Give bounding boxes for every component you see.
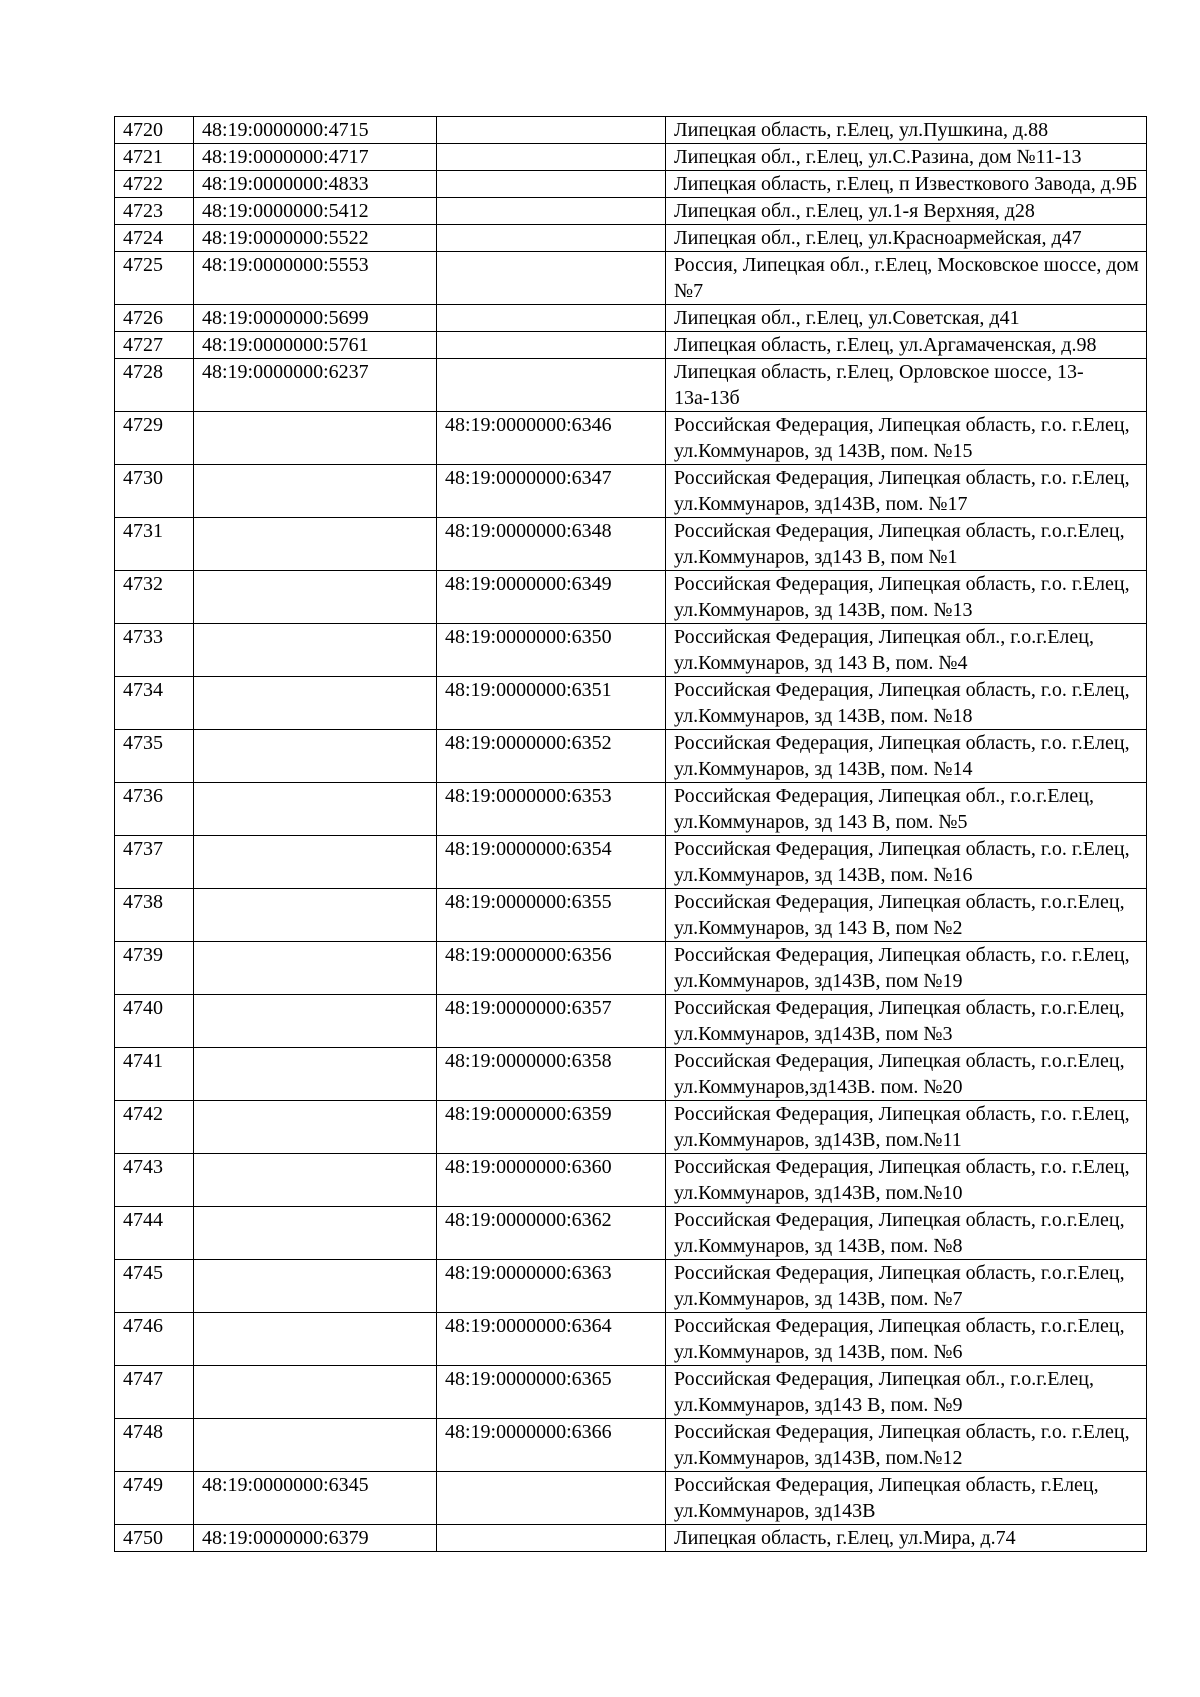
table-row xyxy=(115,730,1147,783)
row-number-cell: 4742 xyxy=(115,1101,194,1154)
linked-cadastral-number-cell xyxy=(437,332,666,359)
row-number-cell: 4721 xyxy=(115,144,194,171)
document-page xyxy=(114,116,1146,1552)
cadastral-number-cell xyxy=(194,677,437,730)
table-row xyxy=(115,1366,1147,1419)
cadastral-number-cell: 48:19:0000000:5553 xyxy=(194,252,437,305)
linked-cadastral-number-cell: 48:19:0000000:6366 xyxy=(437,1419,666,1472)
table-row xyxy=(115,198,1147,225)
table-row xyxy=(115,1260,1147,1313)
table-row xyxy=(115,144,1147,171)
table-row xyxy=(115,412,1147,465)
table-row xyxy=(115,1048,1147,1101)
address-cell: Россия, Липецкая обл., г.Елец, Московское шоссе, дом №7 xyxy=(666,252,1147,305)
cadastral-number-cell: 48:19:0000000:4833 xyxy=(194,171,437,198)
table-row xyxy=(115,305,1147,332)
row-number-cell: 4731 xyxy=(115,518,194,571)
row-number-cell: 4738 xyxy=(115,889,194,942)
table-row xyxy=(115,942,1147,995)
table-row xyxy=(115,836,1147,889)
table-row xyxy=(115,117,1147,144)
address-cell: Липецкая обл., г.Елец, ул.1-я Верхняя, д28 xyxy=(666,198,1147,225)
row-number-cell: 4734 xyxy=(115,677,194,730)
linked-cadastral-number-cell: 48:19:0000000:6355 xyxy=(437,889,666,942)
linked-cadastral-number-cell: 48:19:0000000:6363 xyxy=(437,1260,666,1313)
cadastral-number-cell: 48:19:0000000:6379 xyxy=(194,1525,437,1552)
linked-cadastral-number-cell: 48:19:0000000:6362 xyxy=(437,1207,666,1260)
row-number-cell: 4730 xyxy=(115,465,194,518)
address-cell: Российская Федерация, Липецкая область, г.о. г.Елец, ул.Коммунаров, зд143В, пом. №17 xyxy=(666,465,1147,518)
address-cell: Липецкая обл., г.Елец, ул.Советская, д41 xyxy=(666,305,1147,332)
table-row xyxy=(115,359,1147,412)
linked-cadastral-number-cell xyxy=(437,198,666,225)
address-cell: Российская Федерация, Липецкая область, г.о. г.Елец, ул.Коммунаров, зд143В, пом.№12 xyxy=(666,1419,1147,1472)
row-number-cell: 4727 xyxy=(115,332,194,359)
table-row xyxy=(115,1472,1147,1525)
address-cell: Российская Федерация, Липецкая обл., г.о.г.Елец, ул.Коммунаров, зд 143 В, пом. №4 xyxy=(666,624,1147,677)
cadastral-number-cell xyxy=(194,995,437,1048)
table-row xyxy=(115,1419,1147,1472)
table-row xyxy=(115,225,1147,252)
cadastral-number-cell xyxy=(194,571,437,624)
table-row xyxy=(115,332,1147,359)
table-row xyxy=(115,783,1147,836)
table-row xyxy=(115,1525,1147,1552)
table-row xyxy=(115,171,1147,198)
cadastral-number-cell: 48:19:0000000:4715 xyxy=(194,117,437,144)
address-cell: Российская Федерация, Липецкая область, г.о. г.Елец, ул.Коммунаров, зд143В, пом.№11 xyxy=(666,1101,1147,1154)
row-number-cell: 4744 xyxy=(115,1207,194,1260)
cadastral-number-cell: 48:19:0000000:4717 xyxy=(194,144,437,171)
cadastral-number-cell xyxy=(194,730,437,783)
linked-cadastral-number-cell: 48:19:0000000:6365 xyxy=(437,1366,666,1419)
cadastral-number-cell xyxy=(194,1313,437,1366)
linked-cadastral-number-cell: 48:19:0000000:6360 xyxy=(437,1154,666,1207)
linked-cadastral-number-cell: 48:19:0000000:6356 xyxy=(437,942,666,995)
address-cell: Российская Федерация, Липецкая область, г.о. г.Елец, ул.Коммунаров, зд 143В, пом. №16 xyxy=(666,836,1147,889)
cadastral-number-cell xyxy=(194,889,437,942)
linked-cadastral-number-cell: 48:19:0000000:6349 xyxy=(437,571,666,624)
cadastral-table xyxy=(114,116,1147,1552)
row-number-cell: 4729 xyxy=(115,412,194,465)
address-cell: Российская Федерация, Липецкая обл., г.о.г.Елец, ул.Коммунаров, зд 143 В, пом. №5 xyxy=(666,783,1147,836)
table-row xyxy=(115,518,1147,571)
address-cell: Российская Федерация, Липецкая область, г.о. г.Елец, ул.Коммунаров, зд 143В, пом. №13 xyxy=(666,571,1147,624)
cadastral-number-cell xyxy=(194,465,437,518)
row-number-cell: 4745 xyxy=(115,1260,194,1313)
linked-cadastral-number-cell: 48:19:0000000:6351 xyxy=(437,677,666,730)
address-cell: Российская Федерация, Липецкая область, г.о. г.Елец, ул.Коммунаров, зд143В, пом №19 xyxy=(666,942,1147,995)
linked-cadastral-number-cell: 48:19:0000000:6348 xyxy=(437,518,666,571)
row-number-cell: 4746 xyxy=(115,1313,194,1366)
row-number-cell: 4748 xyxy=(115,1419,194,1472)
cadastral-number-cell: 48:19:0000000:5522 xyxy=(194,225,437,252)
cadastral-number-cell xyxy=(194,1048,437,1101)
cadastral-number-cell xyxy=(194,1101,437,1154)
linked-cadastral-number-cell: 48:19:0000000:6357 xyxy=(437,995,666,1048)
cadastral-number-cell: 48:19:0000000:5699 xyxy=(194,305,437,332)
table-row xyxy=(115,624,1147,677)
address-cell: Липецкая область, г.Елец, Орловское шоссе, 13-13а-13б xyxy=(666,359,1147,412)
table-row xyxy=(115,465,1147,518)
address-cell: Российская Федерация, Липецкая область, г.о.г.Елец, ул.Коммунаров, зд 143В, пом. №8 xyxy=(666,1207,1147,1260)
table-row xyxy=(115,889,1147,942)
address-cell: Российская Федерация, Липецкая область, г.о. г.Елец, ул.Коммунаров, зд 143В, пом. №15 xyxy=(666,412,1147,465)
cadastral-number-cell xyxy=(194,942,437,995)
linked-cadastral-number-cell xyxy=(437,305,666,332)
linked-cadastral-number-cell xyxy=(437,144,666,171)
address-cell: Российская Федерация, Липецкая область, г.о.г.Елец, ул.Коммунаров, зд 143В, пом. №6 xyxy=(666,1313,1147,1366)
cadastral-number-cell xyxy=(194,412,437,465)
row-number-cell: 4726 xyxy=(115,305,194,332)
cadastral-number-cell: 48:19:0000000:6237 xyxy=(194,359,437,412)
address-cell: Российская Федерация, Липецкая обл., г.о.г.Елец, ул.Коммунаров, зд143 В, пом. №9 xyxy=(666,1366,1147,1419)
cadastral-number-cell xyxy=(194,1207,437,1260)
cadastral-number-cell xyxy=(194,1366,437,1419)
linked-cadastral-number-cell: 48:19:0000000:6350 xyxy=(437,624,666,677)
row-number-cell: 4737 xyxy=(115,836,194,889)
cadastral-number-cell: 48:19:0000000:5761 xyxy=(194,332,437,359)
linked-cadastral-number-cell: 48:19:0000000:6358 xyxy=(437,1048,666,1101)
cadastral-number-cell xyxy=(194,624,437,677)
linked-cadastral-number-cell: 48:19:0000000:6354 xyxy=(437,836,666,889)
address-cell: Российская Федерация, Липецкая область, г.о. г.Елец, ул.Коммунаров, зд143В, пом.№10 xyxy=(666,1154,1147,1207)
address-cell: Липецкая обл., г.Елец, ул.С.Разина, дом №11-13 xyxy=(666,144,1147,171)
row-number-cell: 4736 xyxy=(115,783,194,836)
address-cell: Липецкая область, г.Елец, ул.Аргамаченская, д.98 xyxy=(666,332,1147,359)
cadastral-number-cell xyxy=(194,518,437,571)
address-cell: Российская Федерация, Липецкая область, г.о.г.Елец, ул.Коммунаров, зд143 В, пом №1 xyxy=(666,518,1147,571)
cadastral-number-cell xyxy=(194,783,437,836)
row-number-cell: 4722 xyxy=(115,171,194,198)
linked-cadastral-number-cell xyxy=(437,171,666,198)
address-cell: Российская Федерация, Липецкая область, г.Елец, ул.Коммунаров, зд143В xyxy=(666,1472,1147,1525)
row-number-cell: 4743 xyxy=(115,1154,194,1207)
linked-cadastral-number-cell: 48:19:0000000:6353 xyxy=(437,783,666,836)
table-row xyxy=(115,252,1147,305)
address-cell: Российская Федерация, Липецкая область, г.о.г.Елец, ул.Коммунаров, зд 143 В, пом №2 xyxy=(666,889,1147,942)
table-row xyxy=(115,571,1147,624)
table-row xyxy=(115,677,1147,730)
row-number-cell: 4723 xyxy=(115,198,194,225)
linked-cadastral-number-cell xyxy=(437,1525,666,1552)
linked-cadastral-number-cell: 48:19:0000000:6347 xyxy=(437,465,666,518)
address-cell: Российская Федерация, Липецкая область, г.о.г.Елец, ул.Коммунаров, зд 143В, пом. №7 xyxy=(666,1260,1147,1313)
linked-cadastral-number-cell xyxy=(437,117,666,144)
row-number-cell: 4728 xyxy=(115,359,194,412)
row-number-cell: 4739 xyxy=(115,942,194,995)
address-cell: Липецкая область, г.Елец, ул.Пушкина, д.88 xyxy=(666,117,1147,144)
linked-cadastral-number-cell xyxy=(437,252,666,305)
address-cell: Российская Федерация, Липецкая область, г.о.г.Елец, ул.Коммунаров, зд143В, пом №3 xyxy=(666,995,1147,1048)
cadastral-number-cell xyxy=(194,1260,437,1313)
row-number-cell: 4747 xyxy=(115,1366,194,1419)
table-row xyxy=(115,1154,1147,1207)
cadastral-number-cell xyxy=(194,1154,437,1207)
address-cell: Российская Федерация, Липецкая область, г.о. г.Елец, ул.Коммунаров, зд 143В, пом. №14 xyxy=(666,730,1147,783)
cadastral-number-cell xyxy=(194,1419,437,1472)
table-row xyxy=(115,1101,1147,1154)
table-row xyxy=(115,1207,1147,1260)
linked-cadastral-number-cell: 48:19:0000000:6359 xyxy=(437,1101,666,1154)
cadastral-number-cell: 48:19:0000000:5412 xyxy=(194,198,437,225)
linked-cadastral-number-cell xyxy=(437,1472,666,1525)
cadastral-number-cell: 48:19:0000000:6345 xyxy=(194,1472,437,1525)
cadastral-number-cell xyxy=(194,836,437,889)
address-cell: Российская Федерация, Липецкая область, г.о. г.Елец, ул.Коммунаров, зд 143В, пом. №18 xyxy=(666,677,1147,730)
linked-cadastral-number-cell xyxy=(437,225,666,252)
row-number-cell: 4724 xyxy=(115,225,194,252)
row-number-cell: 4733 xyxy=(115,624,194,677)
linked-cadastral-number-cell xyxy=(437,359,666,412)
row-number-cell: 4750 xyxy=(115,1525,194,1552)
row-number-cell: 4720 xyxy=(115,117,194,144)
address-cell: Липецкая обл., г.Елец, ул.Красноармейская, д47 xyxy=(666,225,1147,252)
linked-cadastral-number-cell: 48:19:0000000:6364 xyxy=(437,1313,666,1366)
table-row xyxy=(115,1313,1147,1366)
row-number-cell: 4725 xyxy=(115,252,194,305)
address-cell: Липецкая область, г.Елец, п Известкового Завода, д.9Б xyxy=(666,171,1147,198)
address-cell: Российская Федерация, Липецкая область, г.о.г.Елец, ул.Коммунаров,зд143В. пом. №20 xyxy=(666,1048,1147,1101)
linked-cadastral-number-cell: 48:19:0000000:6352 xyxy=(437,730,666,783)
row-number-cell: 4749 xyxy=(115,1472,194,1525)
row-number-cell: 4740 xyxy=(115,995,194,1048)
row-number-cell: 4741 xyxy=(115,1048,194,1101)
table-body xyxy=(115,117,1147,1552)
table-row xyxy=(115,995,1147,1048)
row-number-cell: 4735 xyxy=(115,730,194,783)
address-cell: Липецкая область, г.Елец, ул.Мира, д.74 xyxy=(666,1525,1147,1552)
linked-cadastral-number-cell: 48:19:0000000:6346 xyxy=(437,412,666,465)
row-number-cell: 4732 xyxy=(115,571,194,624)
